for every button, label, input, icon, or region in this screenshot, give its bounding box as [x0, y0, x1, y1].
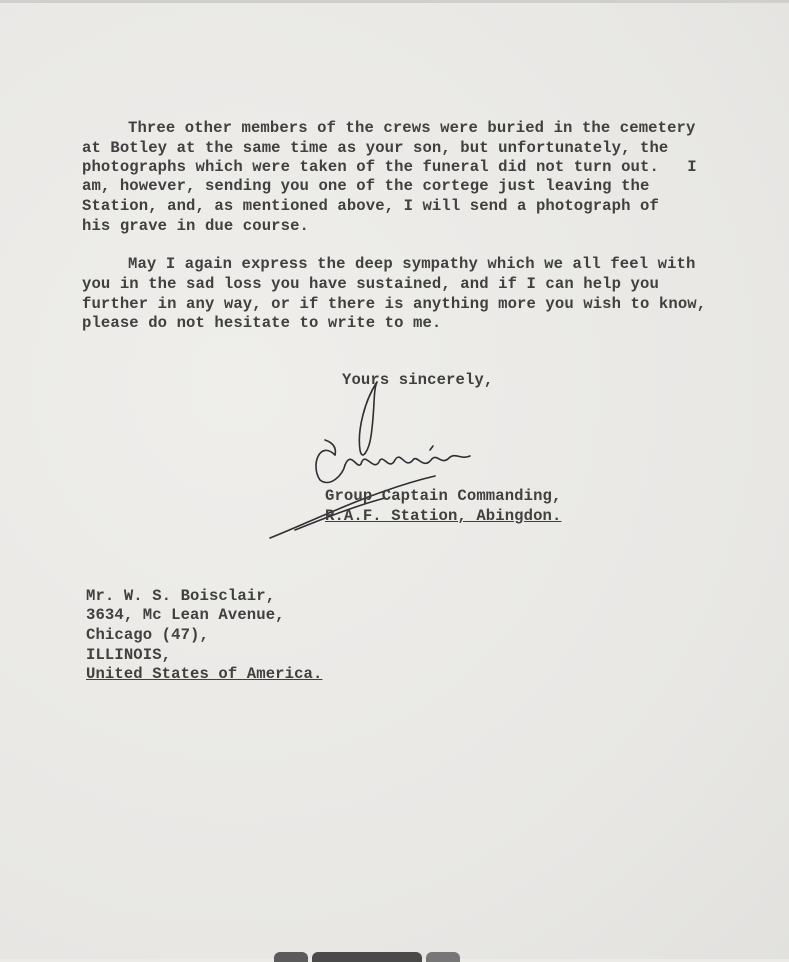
toolbar-button[interactable]: [312, 952, 422, 962]
letter-line: am, however, sending you one of the cortege just leaving the: [82, 177, 650, 195]
letter-line: at Botley at the same time as your son, but unfortunately, the: [82, 139, 669, 157]
address-line: Mr. W. S. Boisclair,: [86, 587, 276, 605]
letter-line: further in any way, or if there is anything more you wish to know,: [82, 295, 707, 313]
address-line: 3634, Mc Lean Avenue,: [86, 606, 285, 624]
letter-line: May I again express the deep sympathy which we all feel with: [128, 255, 696, 273]
address-line: Chicago (47),: [86, 626, 209, 644]
letter-line: his grave in due course.: [82, 217, 309, 235]
letter-line: photographs which were taken of the funeral did not turn out. I: [82, 158, 697, 176]
page-edge: [0, 0, 789, 3]
address-line: United States of America.: [86, 665, 323, 683]
closing: Yours sincerely,: [342, 371, 494, 389]
letter-line: you in the sad loss you have sustained, and if I can help you: [82, 275, 659, 293]
toolbar-button[interactable]: [274, 952, 308, 962]
viewer-toolbar[interactable]: [274, 952, 460, 962]
address-line: ILLINOIS,: [86, 646, 172, 664]
letter-line: please do not hesitate to write to me.: [82, 314, 442, 332]
letter-line: Three other members of the crews were buried in the cemetery: [128, 119, 696, 137]
signer-title: Group Captain Commanding,: [325, 487, 562, 505]
toolbar-button[interactable]: [426, 952, 460, 962]
letter-line: Station, and, as mentioned above, I will send a photograph of: [82, 197, 659, 215]
signer-station: R.A.F. Station, Abingdon.: [325, 507, 562, 525]
